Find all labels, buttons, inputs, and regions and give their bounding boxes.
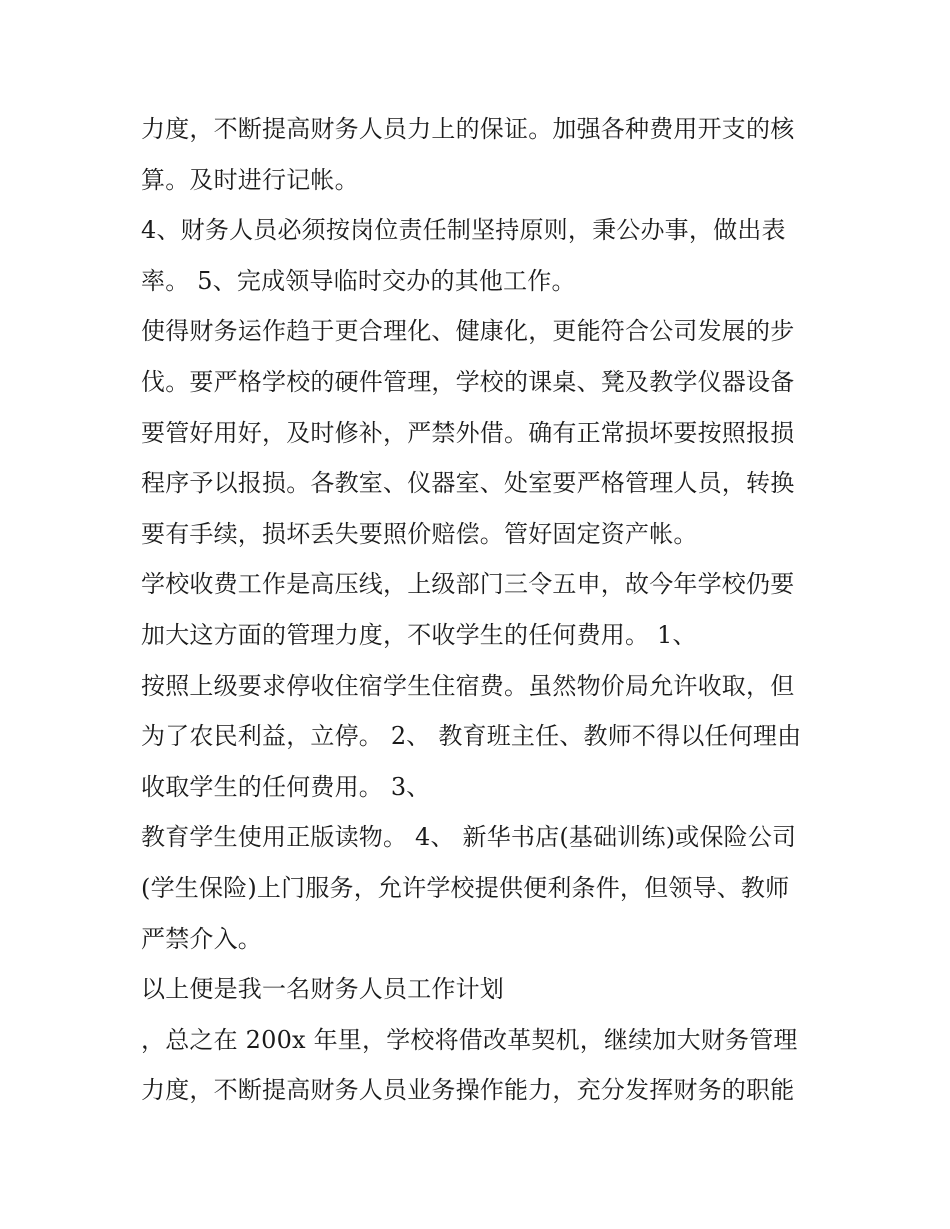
text-line: ，总之在 200x 年里，学校将借改革契机，继续加大财务管理 [141, 1025, 798, 1054]
text-line: 力度，不断提高财务人员业务操作能力，充分发挥财务的职能 [141, 1076, 795, 1105]
text-line: (学生保险)上门服务，允许学校提供便利条件，但领导、教师 [141, 873, 790, 902]
document-body [141, 104, 821, 1116]
text-line: 要管好用好，及时修补，严禁外借。确有正常损坏要按照报损 [141, 418, 795, 447]
text-line: 4、财务人员必须按岗位责任制坚持原则，秉公办事，做出表 [141, 216, 786, 245]
text-line: 教育学生使用正版读物。 4、 新华书店(基础训练)或保险公司 [141, 823, 797, 852]
text-line: 严禁介入。 [141, 924, 262, 953]
text-line: 收取学生的任何费用。 3、 [141, 772, 431, 801]
text-line: 力度，不断提高财务人员力上的保证。加强各种费用开支的核 [141, 115, 795, 143]
text-line: 伐。要严格学校的硬件管理，学校的课桌、凳及教学仪器设备 [141, 367, 795, 396]
text-line: 程序予以报损。各教室、仪器室、处室要严格管理人员，转换 [141, 469, 795, 498]
text-line: 学校收费工作是高压线，上级部门三令五申，故今年学校仍要 [141, 570, 795, 599]
text-line: 算。及时进行记帐。 [141, 165, 359, 194]
text-line: 以上便是我一名财务人员工作计划 [141, 975, 504, 1004]
text-line: 使得财务运作趋于更合理化、健康化，更能符合公司发展的步 [141, 317, 795, 346]
text-line: 加大这方面的管理力度，不收学生的任何费用。 1、 [141, 620, 697, 649]
text-line: 为了农民利益，立停。 2、 教育班主任、教师不得以任何理由 [141, 722, 802, 751]
text-line: 率。 5、完成领导临时交办的其他工作。 [141, 266, 576, 295]
text-line: 按照上级要求停收住宿学生住宿费。虽然物价局允许收取，但 [141, 671, 795, 700]
text-line: 要有手续，损坏丢失要照价赔偿。管好固定资产帐。 [141, 519, 698, 548]
